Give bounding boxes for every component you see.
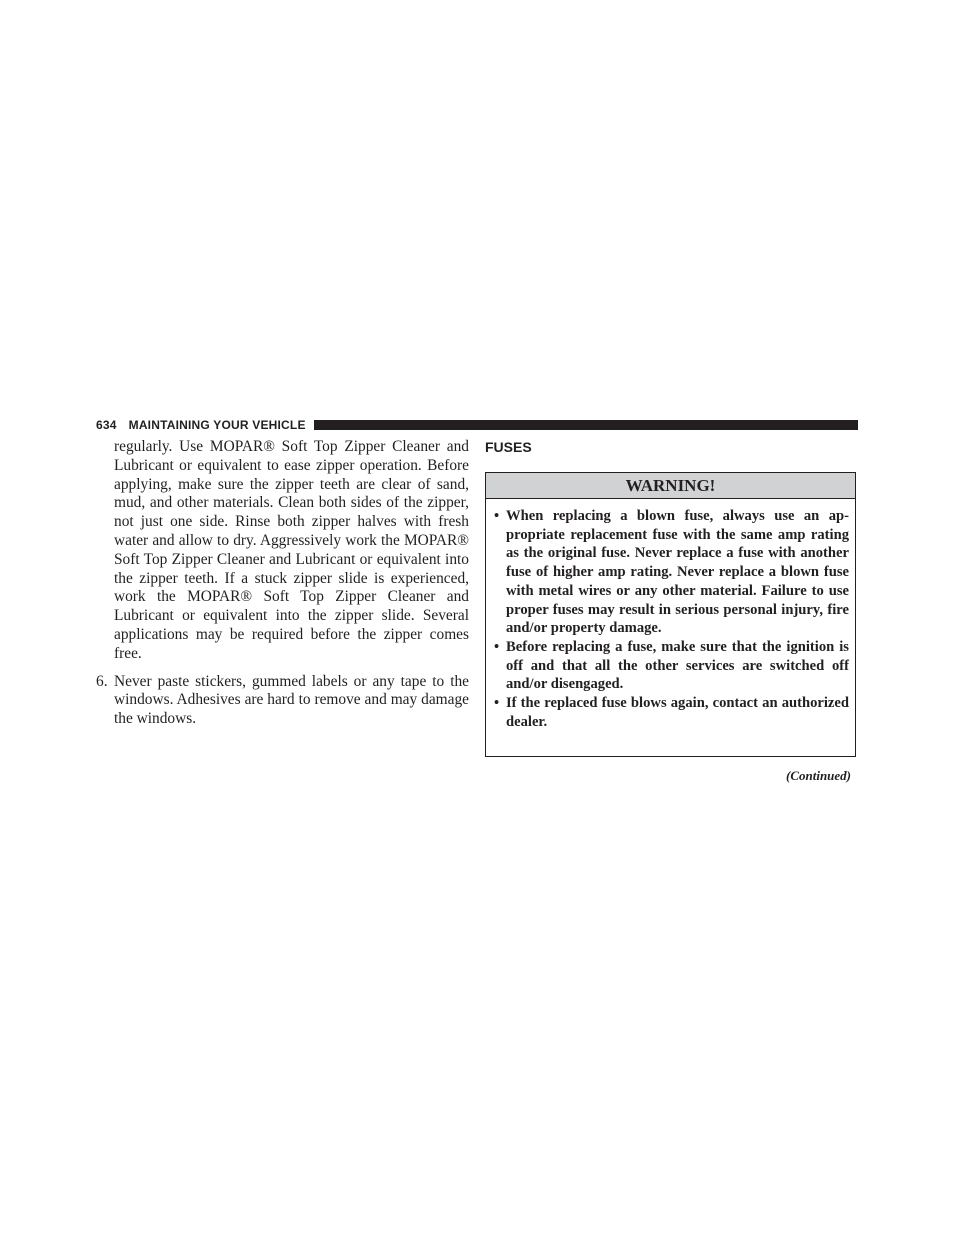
warning-title: WARNING!	[486, 473, 855, 499]
bullet: •	[494, 508, 500, 524]
warning-item-text: If the replaced fuse blows again, contact an authorized dealer.	[506, 695, 849, 730]
page-header	[96, 417, 858, 433]
warning-item-text: Before replacing a fuse, make sure that the ignition is off and that all the other services are switched off and/or disengaged.	[506, 638, 849, 693]
warning-item	[494, 638, 849, 694]
continued-paragraph: regularly. Use MOPAR® Soft Top Zipper Cleaner and Lubricant or equivalent to ease zipper operation. Before applying, make sure the zipper teeth are clear of sand, mud, and other materials. Clean both sides of the zipper, not just one side. Rinse both zipper halves with fresh water and allow to dry. Aggressively work the MOPAR® Soft Top Zipper Cleaner and Lubricant or equivalent into the zipper teeth. If a stuck zipper slide is experienced, work the MOPAR® Soft Top Zipper Cleaner and Lubricant or equivalent into the zipper slide. Several applications may be required before the zipper comes free.	[114, 438, 469, 662]
warning-item-text: When replacing a blown fuse, always use an appropriate replacement fuse with the same amp rating as the original fuse. Never replace a fuse with another fuse of higher amp rating. Never replace a blown fuse with metal wires or any other material. Failure to use proper fuses may result in serious personal injury, fire and/or property damage.	[506, 508, 849, 637]
warning-item	[494, 507, 849, 638]
warning-box	[485, 472, 856, 757]
page-number: 634	[96, 418, 117, 432]
bullet: •	[494, 638, 500, 655]
section-title-fuses: FUSES	[485, 439, 532, 455]
header-rule	[314, 420, 858, 430]
continued-label: (Continued)	[785, 768, 851, 783]
bullet: •	[494, 695, 500, 712]
list-number: 6.	[96, 672, 108, 690]
left-column	[96, 438, 469, 729]
warning-item	[494, 694, 849, 731]
section-name: MAINTAINING YOUR VEHICLE	[128, 418, 306, 432]
warning-list	[486, 499, 855, 731]
list-text: Never paste stickers, gummed labels or any tape to the windows. Adhesives are hard to remove and may damage the windows.	[114, 672, 469, 728]
list-item-6	[96, 673, 469, 729]
